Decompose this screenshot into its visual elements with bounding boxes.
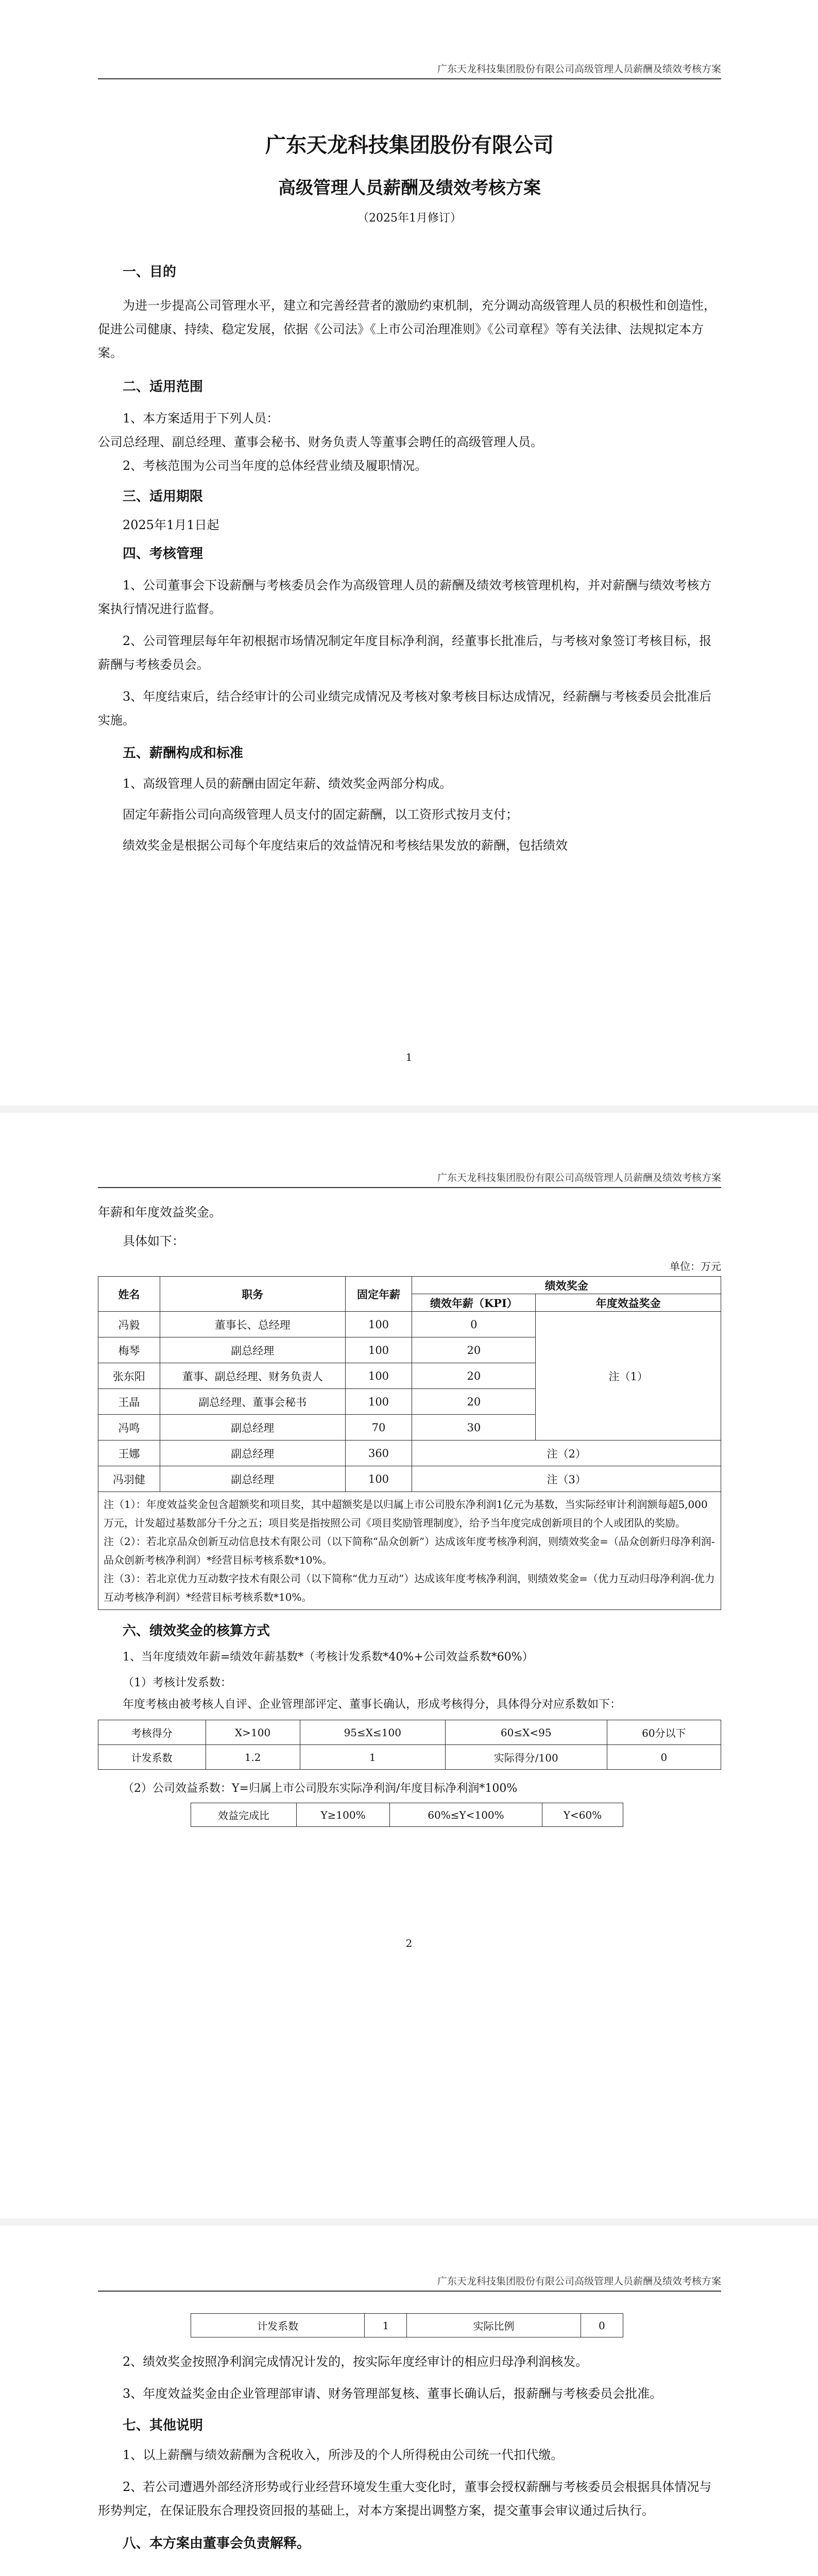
section-6-p5: 2、绩效奖金按照净利润完成情况计发的，按实际年度经审计的相应归母净利润核发。 <box>123 2354 588 2369</box>
salary-table <box>98 1276 721 1610</box>
running-header: 广东天龙科技集团股份有限公司高级管理人员薪酬及绩效考核方案 <box>98 1170 721 1188</box>
cell-fixed: 360 <box>345 1440 412 1466</box>
section-3-heading: 三、适用期限 <box>123 489 203 504</box>
section-7-heading: 七、其他说明 <box>123 2418 203 2433</box>
running-header: 广东天龙科技集团股份有限公司高级管理人员薪酬及绩效考核方案 <box>98 61 721 79</box>
section-8-heading: 八、本方案由董事会负责解释。 <box>123 2536 311 2551</box>
eff-coef-value: 1 <box>365 2314 407 2337</box>
cell-role: 董事长、总经理 <box>160 1312 345 1337</box>
cell-role: 副总经理、董事会秘书 <box>160 1389 345 1415</box>
note-3-text: 注（3）：若北京优力互动数字技术有限公司（以下简称“优力互动”）达成该年度考核净利润，则绩效奖金=（优力互动归母净利润-优力互动考核净利润）*经营目标考核系数*10%。 <box>104 1572 715 1603</box>
section-6-heading: 六、绩效奖金的核算方式 <box>123 1623 270 1639</box>
th-role: 职务 <box>160 1277 345 1312</box>
cell-fixed: 70 <box>345 1415 412 1440</box>
cell-fixed: 100 <box>345 1337 412 1363</box>
cell-kpi: 20 <box>412 1389 536 1415</box>
section-7-p2: 2、若公司遭遇外部经济形势或行业经营环境发生重大变化时，董事会授权薪酬与考核委员会根据具体情况与形势判定，在保证股东合理投资回报的基础上，对本方案提出调整方案，提交董事会审议通过后执行。 <box>98 2480 712 2518</box>
eff-coef-label: 计发系数 <box>191 2314 365 2337</box>
cell-fixed: 100 <box>345 1312 412 1337</box>
doc-revision: （2025年1月修订） <box>357 212 462 225</box>
score-range: 95≤X≤100 <box>300 1720 445 1745</box>
th-bonus: 绩效奖金 <box>412 1277 721 1294</box>
cell-fixed: 100 <box>345 1363 412 1389</box>
cell-role: 副总经理 <box>160 1440 345 1466</box>
coef-value: 0 <box>607 1745 721 1770</box>
section-1-heading: 一、目的 <box>123 264 177 280</box>
th-annual: 年度效益奖金 <box>536 1294 721 1312</box>
page-number: 1 <box>405 1051 413 1063</box>
section-6-p6: 3、年度效益奖金由企业管理部审请、财务管理部复核、董事长确认后，报薪酬与考核委员会批准。 <box>123 2386 662 2401</box>
coef-value: 1.2 <box>206 1745 300 1770</box>
section-6-p1: 1、当年度绩效年薪=绩效年薪基数*（考核计发系数*40%+公司效益系数*60%） <box>123 1651 534 1664</box>
score-range: X>100 <box>206 1720 300 1745</box>
cell-fixed: 100 <box>345 1466 412 1492</box>
th-fixed: 固定年薪 <box>345 1277 412 1312</box>
cell-name: 冯羽健 <box>98 1466 160 1492</box>
cell-name: 张东阳 <box>98 1363 160 1389</box>
section-4-heading: 四、考核管理 <box>123 546 203 562</box>
cell-kpi: 30 <box>412 1415 536 1440</box>
eff-range: 60%≤Y<100% <box>389 1803 542 1827</box>
page-gap <box>0 2218 818 2226</box>
page-number: 2 <box>405 1937 413 1950</box>
th-kpi: 绩效年薪（KPI） <box>412 1294 536 1312</box>
section-5-p1: 1、高级管理人员的薪酬由固定年薪、绩效奖金两部分构成。 <box>123 776 452 791</box>
section-5-p2: 固定年薪指公司向高级管理人员支付的固定薪酬，以工资形式按月支付； <box>123 807 518 822</box>
table-notes <box>98 1492 721 1610</box>
cell-kpi: 0 <box>412 1312 536 1337</box>
cell-name: 王娜 <box>98 1440 160 1466</box>
page-2 <box>0 1113 818 2226</box>
section-1-body: 为进一步提高公司管理水平，建立和完善经营者的激励约束机制，充分调动高级管理人员的积极性和创造性，促进公司健康、持续、稳定发展，依据《公司法》《上市公司治理准则》《公司章程》等有关法律、法规拟定本方案。 <box>98 298 716 360</box>
section-5-p3b: 年薪和年度效益奖金。 <box>98 1205 221 1219</box>
score-range: 60≤X<95 <box>445 1720 607 1745</box>
section-2-heading: 二、适用范围 <box>123 379 203 395</box>
eff-range: Y≥100% <box>297 1803 390 1827</box>
cell-name: 冯毅 <box>98 1312 160 1337</box>
note-1-text: 注（1）：年度效益奖金包含超额奖和项目奖，其中超额奖是以归属上市公司股东净利润1亿元为基数，当实际经审计利润额每超5,000万元，计发超过基数部分千分之五；项目奖是指按照公司《项目奖励管理制度》，给予当年度完成创新项目的个人或团队的奖励。 <box>104 1498 708 1529</box>
section-2-p3: 2、考核范围为公司当年度的总体经营业绩及履职情况。 <box>123 459 428 473</box>
cell-name: 梅琴 <box>98 1337 160 1363</box>
section-2-p1: 1、本方案适用于下列人员： <box>123 411 279 426</box>
cell-kpi: 20 <box>412 1363 536 1389</box>
th-name: 姓名 <box>98 1277 160 1312</box>
score-table <box>98 1720 721 1770</box>
unit-label: 单位：万元 <box>670 1260 721 1273</box>
page-gap <box>0 1106 818 1113</box>
section-5-p3a: 绩效奖金是根据公司每个年度结束后的效益情况和考核结果发放的薪酬，包括绩效 <box>123 838 568 853</box>
cell-note-2: 注（2） <box>412 1440 721 1466</box>
section-4-p2: 2、公司管理层每年年初根据市场情况制定年度目标净利润，经董事长批准后，与考核对象签订考核目标，报薪酬与考核委员会。 <box>98 634 712 672</box>
section-5-heading: 五、薪酬构成和标准 <box>123 745 244 761</box>
coef-label: 计发系数 <box>98 1745 206 1770</box>
section-5-p4: 具体如下： <box>123 1234 184 1248</box>
coef-value: 实际得分/100 <box>445 1745 607 1770</box>
coef-value: 1 <box>300 1745 445 1770</box>
running-header: 广东天龙科技集团股份有限公司高级管理人员薪酬及绩效考核方案 <box>98 2273 721 2292</box>
score-range: 60分以下 <box>607 1720 721 1745</box>
section-4-p3: 3、年度结束后，结合经审计的公司业绩完成情况及考核对象考核目标达成情况，经薪酬与考核委员会批准后实施。 <box>98 689 712 727</box>
eff-range: Y<60% <box>542 1803 623 1827</box>
company-title: 广东天龙科技集团股份有限公司 <box>265 133 554 157</box>
cell-fixed: 100 <box>345 1389 412 1415</box>
eff-coef-value: 实际比例 <box>407 2314 581 2337</box>
section-4-p1: 1、公司董事会下设薪酬与考核委员会作为高级管理人员的薪酬及绩效考核管理机构，并对薪酬与绩效考核方案执行情况进行监督。 <box>98 578 712 616</box>
section-6-p3: 年度考核由被考核人自评、企业管理部评定、董事长确认，形成考核得分，具体得分对应系数如下： <box>123 1698 622 1711</box>
score-label: 考核得分 <box>98 1720 206 1745</box>
eff-coef-value: 0 <box>581 2314 623 2337</box>
cell-role: 副总经理 <box>160 1337 345 1363</box>
page-1 <box>0 0 818 1113</box>
efficiency-table-cont <box>191 2313 623 2337</box>
doc-title: 高级管理人员薪酬及绩效考核方案 <box>278 178 541 198</box>
cell-note-3: 注（3） <box>412 1466 721 1492</box>
page-3-content <box>98 2313 721 2576</box>
note-2-text: 注（2）：若北京品众创新互动信息技术有限公司（以下简称“品众创新”）达成该年度考核净利润，则绩效奖金=（品众创新归母净利润-品众创新考核净利润）*经营目标考核系数*10%。 <box>104 1535 715 1566</box>
section-6-p2: （1）考核计发系数： <box>123 1676 232 1689</box>
efficiency-table <box>191 1803 623 1827</box>
section-2-p2: 公司总经理、副总经理、董事会秘书、财务负责人等董事会聘任的高级管理人员。 <box>98 435 543 449</box>
cell-role: 副总经理 <box>160 1466 345 1492</box>
cell-role: 副总经理 <box>160 1415 345 1440</box>
eff-label: 效益完成比 <box>191 1803 297 1827</box>
page-3 <box>0 2226 818 2576</box>
cell-role: 董事、副总经理、财务负责人 <box>160 1363 345 1389</box>
cell-note-1: 注（1） <box>536 1312 721 1440</box>
cell-name: 王晶 <box>98 1389 160 1415</box>
page-1-content <box>98 129 721 857</box>
section-7-p1: 1、以上薪酬与绩效薪酬为含税收入，所涉及的个人所得税由公司统一代扣代缴。 <box>123 2448 564 2462</box>
section-6-p4: （2）公司效益系数：Y=归属上市公司股东实际净利润/年度目标净利润*100% <box>123 1782 518 1795</box>
cell-kpi: 20 <box>412 1337 536 1363</box>
page-2-content <box>98 1200 721 1827</box>
cell-name: 冯鸣 <box>98 1415 160 1440</box>
section-3-body: 2025年1月1日起 <box>123 518 219 532</box>
